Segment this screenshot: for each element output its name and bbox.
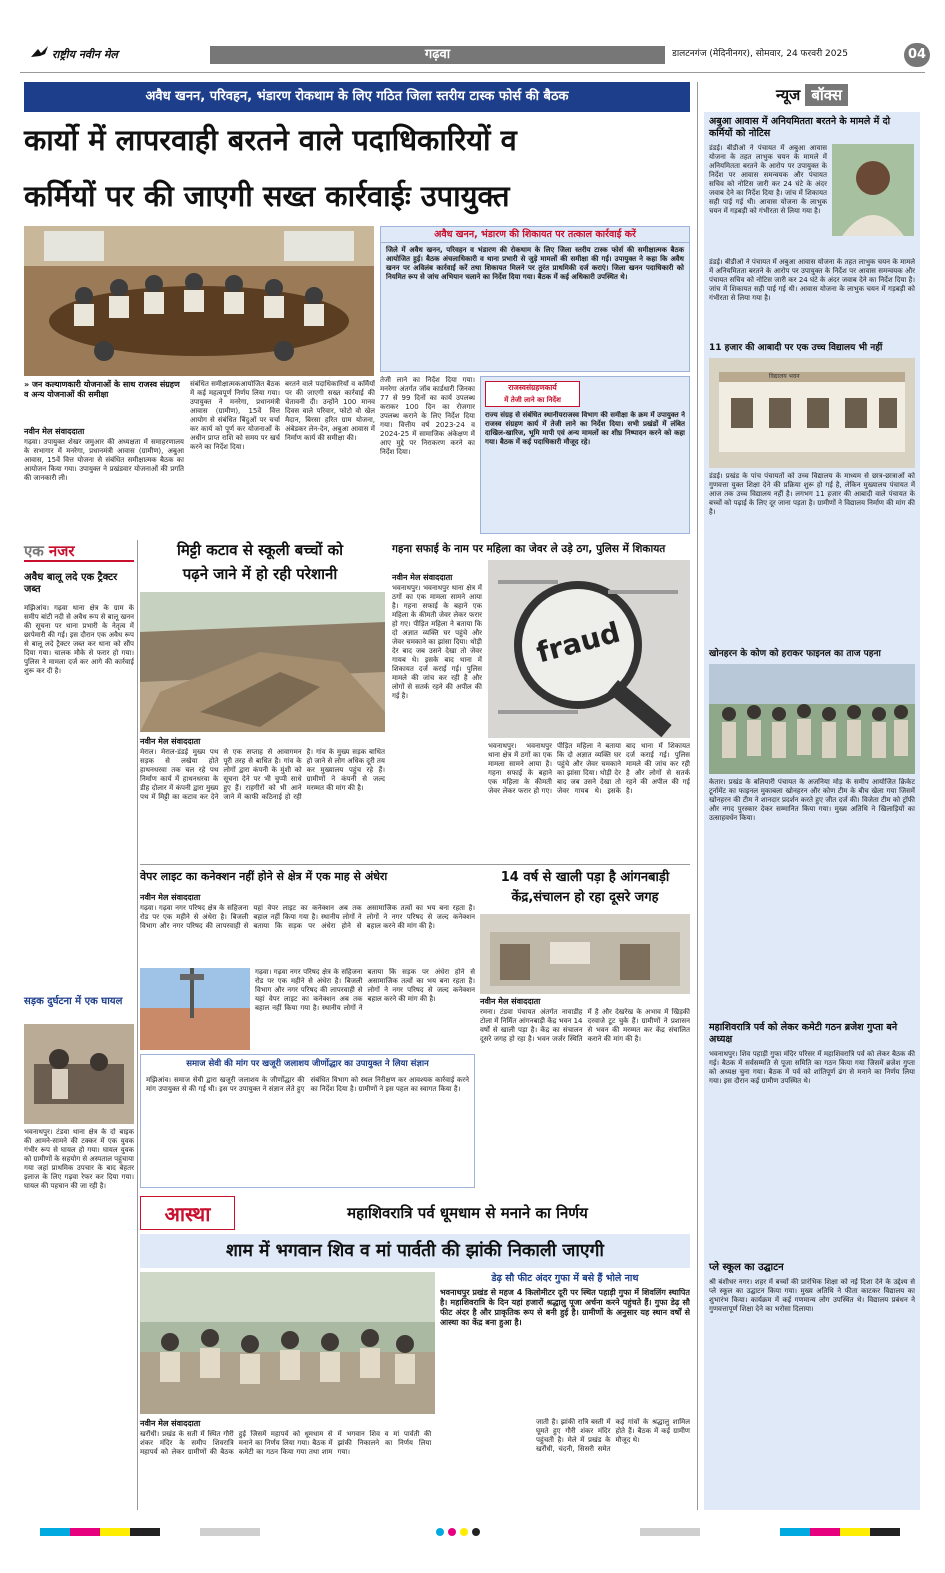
vapor-text-a: गढ़वा। गढ़वा नगर परिषद क्षेत्र के सहिजना रोड पर एक महीने से अंधेरा है। बिजली विभाग और नगर परिषद की लापरवाही से यहां वेपर लाइट का कनेक्शन अब तक बहाल नहीं किया गया है। स्थानीय लोगों ने बताया कि सड़क पर अंधेरा होने से असामाजिक तत्वों का भय बना रहता है। लोगों ने नगर परिषद से जल्द कनेक्शन बहाल करने की मांग की है। — [140, 904, 475, 930]
fraud-photo — [488, 560, 690, 738]
vapor-headline: वेपर लाइट का कनेक्शन नहीं होने से क्षेत्र में एक माह से अंधेरा — [140, 870, 388, 883]
news-s2-title: 11 हजार की आबादी पर एक उच्च विद्यालय भी नहीं — [709, 343, 883, 353]
aastha-col3: जाती है। झांकी रात्रि बस्ती में घूमते हुए गौरी शंकर मंदिर पहुंचती है। मेले में प्रखंड के खरौंधी, चंदनी, सिसरी समेत कई गांवों के श्रद्धालु शामिल होते हैं। बैठक में कई ग्रामीण मौजूद थे। — [536, 1418, 690, 1453]
fraud-byline: नवीन मेल संवाददाता — [392, 573, 453, 582]
revenue-box — [480, 376, 690, 534]
vapor-byline: नवीन मेल संवाददाता — [140, 893, 201, 902]
page-number: 04 — [904, 43, 930, 67]
angan-headline-line1: 14 वर्ष से खाली पड़ा है आंगनबाड़ी — [500, 870, 670, 885]
news-s1-title: अबुआ आवास में अनियमितता बरतने के मामले में दो कर्मियों को नोटिस — [709, 116, 891, 139]
fraud-text-col2: भवनाथपुर। भवनाथपुर थाना क्षेत्र में ठगों का एक मामला सामने आया है। गहना सफाई के बहाने एक महिला के कीमती जेवर लेकर फरार हो गए। पीड़ित महिला ने बताया कि दो अज्ञात व्यक्ति घर पहुंचे और जेवर चमकाने का झांसा दिया। थोड़ी देर बाद जब उसने देखा तो जेवर गायब थे। इसके बाद थाना में शिकायत दर्ज कराई गई। पुलिस मामले की जांच कर रही है और लोगों से सतर्क रहने की अपील की गई है। — [488, 742, 690, 795]
aastha-kicker: महाशिवरात्रि पर्व धूमधाम से मनाने का निर्णय — [347, 1204, 588, 1222]
news-s2-photo — [709, 358, 915, 468]
news-s5-text: श्री बंशीधर नगर। शहर में बच्चों की प्रारंभिक शिक्षा को नई दिशा देने के उद्देश्य से प्ले स्कूल का उद्घाटन किया गया। मुख्य अतिथि ने फीता काटकर विद्यालय का शुभारंभ किया। कार्यक्रम में कई गणमान्य लोग उपस्थित थे। विद्यालय प्रबंधन ने गुणवत्तापूर्ण शिक्षा देने का भरोसा दिलाया। — [709, 1278, 915, 1313]
jalashay-text: मझिआंव। समाज सेवी द्वारा खजूरी जलाशय के जीर्णोद्धार की मांग उपायुक्त से की गई थी। इस पर उपायुक्त ने संज्ञान लेते हुए संबंधित विभाग को स्थल निरीक्षण कर आवश्यक कार्रवाई करने का निर्देश दिया है। ग्रामीणों ने इस पहल का स्वागत किया है। — [146, 1076, 469, 1093]
dateline: डालटनगंज (मेदिनीनगर), सोमवार, 24 फरवरी 2025 — [672, 49, 848, 59]
revenue-box-title: राजस्वसंग्रहणकार्य में तेजी लाने का निर्देश — [485, 381, 580, 407]
mitti-photo — [140, 592, 385, 732]
news-s4-title: महाशिवरात्रि पर्व को लेकर कमेटी गठन ब्रजेश गुप्ता बने अध्यक्ष — [709, 1022, 898, 1045]
mitti-byline: नवीन मेल संवाददाता — [140, 737, 201, 746]
vapor-text-b: गढ़वा। गढ़वा नगर परिषद क्षेत्र के सहिजना रोड पर एक महीने से अंधेरा है। बिजली विभाग और नगर परिषद की लापरवाही से यहां वेपर लाइट का कनेक्शन अब तक बहाल नहीं किया गया है। स्थानीय लोगों ने बताया कि सड़क पर अंधेरा होने से असामाजिक तत्वों का भय बना रहता है। लोगों ने नगर परिषद से जल्द कनेक्शन बहाल करने की मांग की है। — [255, 968, 475, 1012]
news-s4-text: भवनाथपुर। शिव पहाड़ी गुफा मंदिर परिसर में महाशिवरात्रि पर्व को लेकर बैठक की गई। बैठक में सर्वसम्मति से पूजा समिति का गठन किया गया जिसमें ब्रजेश गुप्ता को अध्यक्ष चुना गया। बैठक में पर्व को शांतिपूर्ण ढंग से मनाने का निर्णय लिया गया। इस दौरान कई ग्रामीण उपस्थित थे। — [709, 1050, 915, 1085]
masthead-rule — [20, 72, 925, 73]
angan-photo — [480, 914, 690, 994]
news-s5-title: प्ले स्कूल का उद्घाटन — [709, 1262, 784, 1273]
revenue-box-text: राज्य संग्रह से संबंधित स्थानीयराजस्व विभाग की समीक्षा के क्रम में उपायुक्त ने राजस्व संग्रहण कार्य में तेजी लाने का निर्देश दिया। सभी प्रखंडों में लंबित दाखिल-खारिज, भूमि मापी एवं अन्य मामलों का शीघ्र निष्पादन करने को कहा गया। बैठक में कई पदाधिकारी मौजूद रहे। — [485, 411, 685, 446]
vapor-photo — [140, 968, 250, 1050]
aastha-photo — [140, 1272, 435, 1414]
lead-photo — [24, 226, 374, 376]
lead-col4: तेजी लाने का निर्देश दिया गया। मनरेगा अंतर्गत जॉब कार्डधारी जिनका 77 से 99 दिनों का कार्य उपलब्ध कराकर 100 दिन का रोजगार उपलब्ध कराने के लिए निर्देश दिया गया। वित्तीय वर्ष 2023-24 व 2024-25 में सामाजिक अंकेक्षण में आए मुद्दे पर निराकरण करने का निर्देश दिया। — [380, 376, 475, 456]
ek-nazar-header: एक नजर — [24, 540, 134, 562]
news-box-header: न्यूज बॉक्स — [704, 82, 920, 108]
news-s2-text: डंडई। प्रखंड के पांच पंचायतों को उच्च विद्यालय के माध्यम से छात्र-छात्राओं को गुणवत्ता युक्त शिक्षा देने की प्रक्रिया शुरू हो गई है, लेकिन मुख्यालय पंचायत में आज तक उच्च विद्यालय नहीं है। लगभग 11 हजार की आबादी वाले पंचायत के बच्चों को पढ़ाई के लिए दूर जाना पड़ता है। ग्रामीणों ने विद्यालय निर्माण की मांग की है। — [709, 472, 915, 516]
fraud-photo-word: fraud — [533, 615, 624, 670]
jalashay-box — [140, 1054, 475, 1188]
col-rule-left — [137, 540, 138, 1510]
ek-nazar-story2-text: भवनाथपुर। टंडवा थाना क्षेत्र के दो बाइक की आमने-सामने की टक्कर में एक युवक गंभीर रूप से घायल हो गया। घायल युवक को ग्रामीणों के सहयोग से अस्पताल पहुंचाया गया जहां प्राथमिक उपचार के बाद बेहतर इलाज के लिए गढ़वा रेफर कर दिया गया। घायल की पहचान की जा रही है। — [24, 1128, 134, 1190]
brand-name: राष्ट्रीय नवीन मेल — [52, 48, 118, 61]
sub-box-text: जिले में अवैध खनन, परिवहन व भंडारण की रोकथाम के लिए जिला स्तरीय टास्क फोर्स की समीक्षात्मक बैठक आयोजित हुई। बैठक अंचलाधिकारी व थाना प्रभारी से जुड़े मामलों की समीक्षा की गई। उपायुक्त ने कहा कि अवैध खनन पर अविलंब कार्रवाई करें तथा शिकायत मिलने पर तुरंत प्राथमिकी दर्ज कराएं। जिला खनन पदाधिकारी को नियमित रूप से जांच अभियान चलाने का निर्देश दिया गया। बैठक में कई अधिकारी उपस्थित थे। — [386, 246, 684, 281]
ek-nazar-story1-text: मझिआंव। गढ़वा थाना क्षेत्र के ग्राम के समीप बांटी नदी से अवैध रूप से बालू खनन की सूचना पर थाना प्रभारी के नेतृत्व में छापेमारी की गई। इस दौरान एक अवैध रूप से बालू लदे ट्रैक्टर जब्त कर थाना को सौंप दिया गया। चालक मौके से फरार हो गया। पुलिस ने मामला दर्ज कर आगे की कार्रवाई शुरू कर दी है। — [24, 604, 134, 675]
section-name: गढ़वा — [424, 47, 451, 62]
angan-byline: नवीन मेल संवाददाता — [480, 997, 541, 1006]
mitti-text: मेराल। मेराल-डंडई मुख्य पथ सड़क से लखेया होते हाथनधरवा तक चल रहे पथ निर्माण कार्य में हाथनधरवा के डीह दोलार में कंपनी द्वारा मुख्य पथ में मिट्टी का कटाव कर देने से एक सप्ताह से आवागमन पूरी तरह से बाधित है। गांव के लोगों द्वारा कंपनी के मुंशी को सूचना देने पर भी चुप्पी साधे हुए हैं। राहगीरों को भी आने जाने में काफी कठिनाई हो रही है। गांव के मुख्य सड़क बाधित हो जाने से लोग अधिक दूरी तय कर मुख्यालय पहुंच रहे हैं। ग्रामीणों ने कंपनी से जल्द मरम्मत की मांग की है। — [140, 748, 385, 801]
lead-headline-line1: कार्यो में लापरवाही बरतने वाले पदाधिकारियों व — [24, 123, 517, 157]
lead-col2: संबंधित समीक्षात्मकआयोजित बैठक में कई महत्वपूर्ण निर्णय लिया गया। उपायुक्त ने मनरेगा, प्रधानमंत्री आवास (ग्रामीण), 15वें वित्त आयोग से संबंधित बिंदुओं पर चर्चा कर कार्य को पूर्ण कर योजनाओं के अधीन प्राप्त राशि को समय पर खर्च करने का निर्देश दिया। — [190, 380, 280, 451]
news-s1-text-b: डंडई। बीडीओ ने पंचायत में अबुआ आवास योजना के तहत लाभुक चयन के मामले में अनियमितता बरतने के आरोप पर उपायुक्त के निर्देश पर आवास समन्वयक और पंचायत सचिव को नोटिस जारी कर 24 घंटे के अंदर जवाब देने का निर्देश दिया है। जांच में शिकायत सही पाई गई थी। आवास योजना के लाभुक चयन में गड़बड़ी को गंभीरता से लिया गया है। — [709, 258, 915, 302]
section-band — [210, 46, 665, 64]
brand-logo-icon — [30, 44, 50, 58]
lead-headline-line2: कर्मियों पर की जाएगी सख्त कार्रवाईः उपायुक्त — [24, 179, 510, 213]
jalashay-headline: समाज सेवी की मांग पर खजूरी जलाशय जीर्णोद्धार का उपायुक्त ने लिया संज्ञान — [186, 1059, 429, 1069]
aastha-side-title: डेढ़ सौ फीट अंदर गुफा में बसे हैं भोले नाथ — [491, 1273, 639, 1284]
lead-col1: गढ़वा। उपायुक्त शेखर जमुआर की अध्यक्षता में समाहरणालय के सभागार में मनरेगा, प्रधानमंत्री आवास (ग्रामीण), अबुआ आवास, 15वें वित्त योजना से संबंधित समीक्षात्मक बैठक का आयोजन किया गया। उपायुक्त ने प्रखंडवार योजनाओं की प्रगति की जानकारी ली। — [24, 438, 184, 482]
news-box-body — [704, 112, 920, 1510]
news-s1-text-a: डंडई। बीडीओ ने पंचायत में अबुआ आवास योजना के तहत लाभुक चयन के मामले में अनियमितता बरतने के आरोप पर उपायुक्त के निर्देश पर आवास समन्वयक और पंचायत सचिव को नोटिस जारी कर 24 घंटे के अंदर जवाब देने का निर्देश दिया है। जांच में शिकायत सही पाई गई थी। आवास योजना के लाभुक चयन में गड़बड़ी को गंभीरता से लिया गया है। — [709, 144, 827, 215]
aastha-headline: शाम में भगवान शिव व मां पार्वती की झांकी निकाली जाएगी — [226, 1241, 604, 1261]
news-s1-portrait — [832, 144, 914, 236]
ek-nazar-story1-title: अवैध बालू लदे एक ट्रैक्टर जब्त — [24, 572, 118, 595]
news-box-label-b: बॉक्स — [805, 84, 848, 106]
news-s3-title: खोनहरन के कोण को हराकर फाइनल का ताज पहना — [709, 649, 881, 659]
sub-box-title: अवैध खनन, भंडारण की शिकायत पर तत्काल कार्रवाई करें — [381, 227, 689, 243]
accident-photo — [24, 1024, 134, 1124]
news-s2-photo-label: विद्यालय भवन — [769, 373, 800, 380]
aastha-label-box: आस्था — [140, 1196, 235, 1230]
aastha-side-text: भवनाथपुर प्रखंड से महज 4 किलोमीटर दूरी पर स्थित पहाड़ी गुफा में शिवलिंग स्थापित है। महाशिवरात्रि के दिन यहां हजारों श्रद्धालु पूजा अर्चना करने पहुंचते हैं। गुफा डेढ़ सौ फीट अंदर है और प्राकृतिक रूप से बनी हुई है। ग्रामीणों के अनुसार यह स्थान वर्षों से आस्था का केंद्र बना हुआ है। — [440, 1288, 690, 1327]
lead-sub-box — [380, 226, 690, 372]
news-s3-photo — [709, 664, 915, 774]
lead-byline: नवीन मेल संवाददाता — [24, 427, 85, 436]
aastha-text: खरौंधी। प्रखंड के सती में स्थित गौरी शंकर मंदिर के समीप शिवरात्रि महापर्व को लेकर ग्रामीणों की बैठक हुई जिसमें महापर्व को धूमधाम से मनाने का निर्णय लिया गया। बैठक में कमेटी का गठन किया गया तथा शाम में भगवान शिव व मां पार्वती की झांकी निकालने का निर्णय लिया गया। — [140, 1430, 432, 1456]
lead-photo-caption: » जन कल्याणकारी योजनाओं के साथ राजस्व संग्रहण व अन्य योजनाओं की समीक्षा — [24, 380, 180, 399]
masthead — [20, 42, 925, 68]
fraud-headline: गहना सफाई के नाम पर महिला का जेवर ले उड़े ठग, पुलिस में शिकायत — [392, 543, 666, 555]
col-rule-right — [697, 82, 698, 1510]
lead-col3: बरतने वाले पदाधिकारियों व कर्मियों पर की जाएगी सख्त कार्रवाई की चेतावनी दी। उन्होंने 100 मानव दिवस वाले परिवार, फोटो वो खेल मैदान, बिरसा हरित ग्राम योजना, अंबेडकर लेन-देन, अबुआ आवास में निर्माण कार्य की समीक्षा की। — [285, 380, 375, 442]
lead-kicker: अवैध खनन, परिवहन, भंडारण रोकथाम के लिए गठित जिला स्तरीय टास्क फोर्स की बैठक — [24, 82, 690, 112]
aastha-headline-band — [140, 1234, 690, 1268]
fraud-text-col1: भवनाथपुर। भवनाथपुर थाना क्षेत्र में ठगों का एक मामला सामने आया है। गहना सफाई के बहाने एक महिला के कीमती जेवर लेकर फरार हो गए। पीड़ित महिला ने बताया कि दो अज्ञात व्यक्ति घर पहुंचे और जेवर चमकाने का झांसा दिया। थोड़ी देर बाद जब उसने देखा तो जेवर गायब थे। इसके बाद थाना में शिकायत दर्ज कराई गई। पुलिस मामले की जांच कर रही है और लोगों से सतर्क रहने की अपील की गई है। — [392, 584, 482, 700]
mitti-headline-line2: पढ़ने जाने में हो रही परेशानी — [182, 565, 338, 583]
aastha-byline: नवीन मेल संवाददाता — [140, 1419, 201, 1428]
ek-nazar-story2-title: सड़क दुर्घटना में एक घायल — [24, 996, 123, 1007]
caption-marker-icon: » — [24, 380, 30, 389]
angan-text: रमना। टंडवा पंचायत अंतर्गत नावाडीह टोला में निर्मित आंगनबाड़ी केंद्र भवन 14 वर्षों से खाली पड़ा है। केंद्र का संचालन दूसरे जगह हो रहा है। भवन जर्जर स्थिति में है और देखरेख के अभाव में खिड़की दरवाजे टूट चुके हैं। ग्रामीणों ने प्रशासन से भवन की मरम्मत कर केंद्र संचालित कराने की मांग की है। — [480, 1008, 690, 1043]
registration-bar — [20, 1522, 925, 1532]
angan-headline-line2: केंद्र,संचालन हो रहा दूसरे जगह — [511, 890, 659, 905]
row-rule-1 — [140, 864, 690, 865]
news-s3-text: केतार। प्रखंड के बलियारी पंचायत के अजनिया मोड़ के समीप आयोजित क्रिकेट टूर्नामेंट का फाइनल मुकाबला खोनहरन और कोण टीम के बीच खेला गया जिसमें खोनहरन की टीम ने शानदार प्रदर्शन करते हुए जीत दर्ज की। विजेता टीम को ट्रॉफी और नगद पुरस्कार देकर सम्मानित किया गया। मुख्य अतिथि ने खिलाड़ियों का उत्साहवर्धन किया। — [709, 778, 915, 822]
mitti-headline-line1: मिट्टी कटाव से स्कूली बच्चों को — [176, 541, 344, 559]
